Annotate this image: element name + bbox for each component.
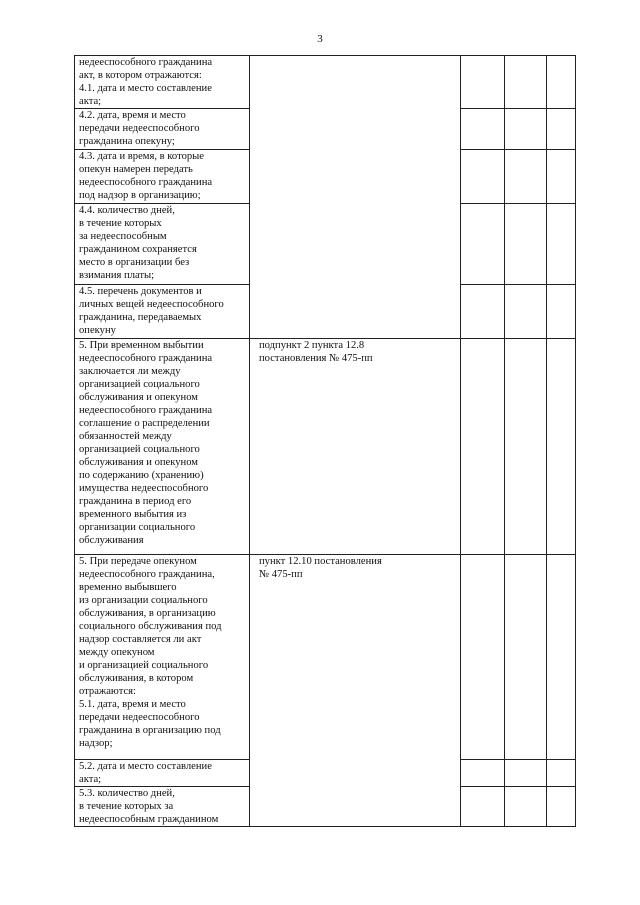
criterion-cell [75, 339, 250, 555]
criterion-cell [75, 555, 250, 760]
answer-cell [547, 787, 576, 827]
criterion-cell [75, 787, 250, 827]
criterion-text: 5. При временном выбытии недееспособного гражданина заключается ли между организацией социального обслуживания и опекуном недееспособного гражданина соглашение о распределении обязанностей между организацией социального обслуживания и опекуном по содержанию (хранению) имущества недееспособного гражданина в период его временного выбытия из организации социального обслуживания [79, 340, 213, 546]
answer-cell [461, 760, 505, 787]
basis-cell [250, 56, 461, 339]
page-number: 3 [317, 33, 323, 45]
answer-cell [505, 787, 547, 827]
criterion-cell [75, 109, 250, 150]
basis-text: подпункт 2 пункта 12.8 постановления № 475-пп [259, 340, 373, 364]
criterion-cell [75, 204, 250, 285]
answer-cell [505, 285, 547, 339]
answer-cell [505, 204, 547, 285]
answer-cell [461, 109, 505, 150]
criterion-text: 5.2. дата и место составление акта; [79, 761, 212, 785]
criterion-cell [75, 285, 250, 339]
criterion-text: 5. При передаче опекуном недееспособного гражданина, временно выбывшего из организации социального обслуживания, в организацию социального обслуживания под надзор составляется ли акт между опекуном и организацией социального обслуживания, в котором отражаются: 5.1. дата, время и место передачи недееспособного гражданина в организацию под надзор; [79, 556, 222, 749]
answer-cell [505, 56, 547, 109]
basis-text: пункт 12.10 постановления № 475-пп [259, 556, 382, 580]
answer-cell [547, 109, 576, 150]
criterion-cell [75, 760, 250, 787]
criterion-cell [75, 150, 250, 204]
answer-cell [547, 150, 576, 204]
table-row [75, 555, 576, 760]
criterion-cell [75, 56, 250, 109]
answer-cell [461, 285, 505, 339]
answer-cell [461, 555, 505, 760]
answer-cell [505, 760, 547, 787]
criterion-text: недееспособного гражданина акт, в котором отражаются: 4.1. дата и место составление акта; [79, 57, 213, 107]
answer-cell [461, 150, 505, 204]
answer-cell [461, 204, 505, 285]
criterion-text: 4.2. дата, время и место передачи недееспособного гражданина опекуну; [79, 110, 200, 147]
criterion-text: 4.5. перечень документов и личных вещей недееспособного гражданина, передаваемых опекуну [79, 286, 224, 336]
answer-cell [547, 204, 576, 285]
answer-cell [461, 787, 505, 827]
basis-cell [250, 555, 461, 827]
criterion-text: 5.3. количество дней, в течение которых за недееспособным гражданином [79, 788, 219, 825]
basis-cell [250, 339, 461, 555]
answer-cell [505, 109, 547, 150]
answer-cell [547, 555, 576, 760]
answer-cell [505, 339, 547, 555]
answer-cell [547, 760, 576, 787]
answer-cell [461, 56, 505, 109]
criterion-text: 4.4. количество дней, в течение которых за недееспособным гражданином сохраняется место в организации без взимания платы; [79, 205, 197, 281]
answer-cell [547, 285, 576, 339]
criterion-text: 4.3. дата и время, в которые опекун намерен передать недееспособного гражданина под надзор в организацию; [79, 151, 213, 201]
table-row [75, 56, 576, 109]
answer-cell [547, 339, 576, 555]
checklist-table [74, 55, 576, 827]
answer-cell [505, 555, 547, 760]
answer-cell [505, 150, 547, 204]
answer-cell [547, 56, 576, 109]
table-row [75, 339, 576, 555]
answer-cell [461, 339, 505, 555]
